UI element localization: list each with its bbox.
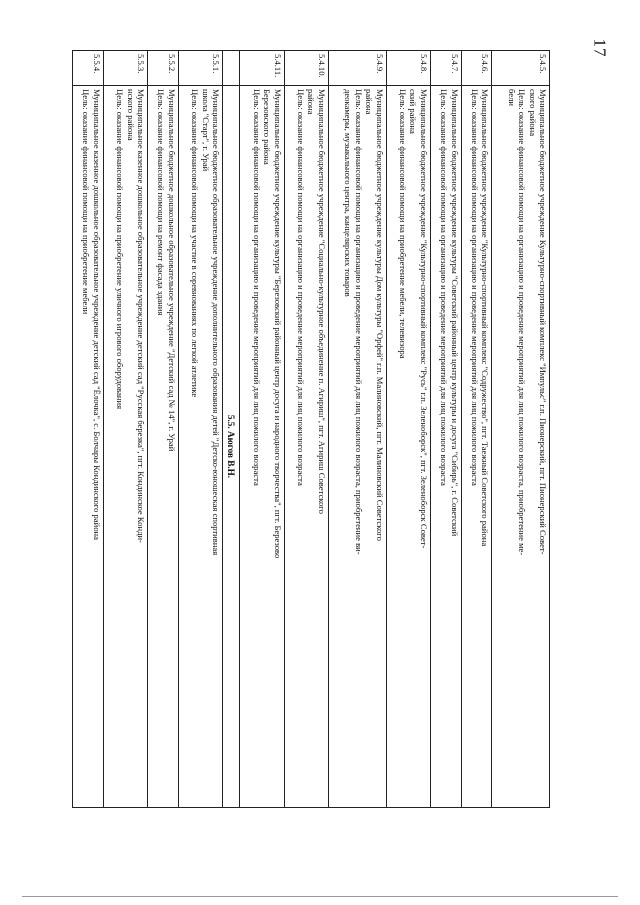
row-number: 5.4.8. bbox=[386, 51, 430, 86]
description-line: ский района bbox=[408, 89, 419, 134]
description-line: Цель: оказание финансовой помощи на организацию и проведение мероприятий для лиц пожилого возраста, приобретение ме- bbox=[517, 89, 528, 556]
table-row bbox=[73, 51, 104, 808]
page-bottom-rule bbox=[22, 896, 618, 897]
description-line: Муниципальное бюджетное учреждение "Культурно-спортивный комплекс "Содружество", пгт. Таежный Советского района bbox=[480, 89, 491, 547]
table-row bbox=[284, 51, 328, 808]
description-line: Цель: оказание финансовой помощи на приобретение мебели, телевизора bbox=[397, 89, 408, 359]
row-description bbox=[240, 86, 284, 808]
section-header-empty-cell bbox=[223, 51, 240, 86]
description-line: Муниципальное бюджетное учреждение "Социально-культурное объединение п. Агириш", пгт. Агириш Советского bbox=[316, 89, 327, 514]
table-row bbox=[386, 51, 430, 808]
table-row bbox=[461, 51, 492, 808]
description-line: деокамеры, музыкального центра, канцелярских товаров bbox=[343, 89, 354, 297]
row-description bbox=[328, 86, 386, 808]
description-line: Цель: оказание финансовой помощи на приобретение мебели bbox=[81, 89, 92, 315]
description-line: Березовского района bbox=[262, 89, 273, 165]
description-line: Муниципальное бюджетное учреждение культуры "Березовский районный центр досуга и народного творчества", пгт. Березово bbox=[272, 89, 283, 559]
table-body-section-5-4 bbox=[240, 51, 550, 808]
row-number: 5.4.11. bbox=[240, 51, 284, 86]
row-number: 5.5.3. bbox=[103, 51, 147, 86]
description-line: Муниципальное казенное дошкольное образовательное учреждение детский сад "Ёлочка", с. Болчары Кондинского района bbox=[91, 89, 102, 540]
description-line: Цель: оказание финансовой помощи на организацию и проведение мероприятий для лиц пожилого возраста bbox=[469, 89, 480, 486]
row-number: 5.4.6. bbox=[461, 51, 492, 86]
description-line: Цель: оказание финансовой помощи на организацию и проведение мероприятий для лиц пожилого возраста bbox=[439, 89, 450, 486]
description-line: Муниципальное бюджетное дошкольное образовательное учреждение "Детский сад № 14", г. Урай bbox=[166, 89, 177, 452]
table-row bbox=[103, 51, 147, 808]
table-row bbox=[328, 51, 386, 808]
table-row bbox=[148, 51, 179, 808]
description-line: района bbox=[364, 89, 375, 115]
description-line: Цель: оказание финансовой помощи на участие в соревнованиях по легкой атлетике bbox=[190, 89, 201, 398]
table-row bbox=[492, 51, 550, 808]
table-row bbox=[178, 51, 222, 808]
row-description bbox=[430, 86, 461, 808]
row-number: 5.4.7. bbox=[430, 51, 461, 86]
row-description bbox=[178, 86, 222, 808]
description-line: Цель: оказание финансовой помощи на организацию и проведение мероприятий для лиц пожилого возраста bbox=[296, 89, 307, 486]
grants-table bbox=[72, 50, 550, 808]
row-description bbox=[103, 86, 147, 808]
row-number: 5.5.4. bbox=[73, 51, 104, 86]
row-description bbox=[148, 86, 179, 808]
table-body-section-5-5 bbox=[73, 51, 223, 808]
row-description bbox=[73, 86, 104, 808]
row-number: 5.4.10. bbox=[284, 51, 328, 86]
row-description bbox=[461, 86, 492, 808]
description-line: Цель: оказание финансовой помощи на приобретение уличного игрового оборудования bbox=[115, 89, 126, 410]
description-line: Муниципальное бюджетное учреждение культуры "Советский районный центр культуры и досуга "Сибирь", г. Советский bbox=[449, 89, 460, 537]
row-number: 5.4.9. bbox=[328, 51, 386, 86]
table-body-section-header bbox=[223, 51, 240, 808]
description-line: Муниципальное казенное дошкольное образовательное учреждение детский сад "Русская березка", пгт. Кондинское Конди- bbox=[136, 89, 147, 543]
row-description bbox=[284, 86, 328, 808]
description-line: ского района bbox=[527, 89, 538, 137]
description-line: Цель: оказание финансовой помощи на ремонт фасада здания bbox=[156, 89, 167, 316]
description-line: Муниципальное бюджетное образовательное учреждение дополнительного образования детей "Детско-юношеская спортивная bbox=[211, 89, 222, 556]
description-line: Цель: оказание финансовой помощи на организацию и проведение мероприятий для лиц пожилого возраста bbox=[251, 89, 262, 486]
description-line: Муниципальное бюджетное учреждение "Культурно-спортивный комплекс "Русь" г.п. Зеленоборск", пгт. Зеленоборск Совет- bbox=[418, 89, 429, 549]
row-number: 5.4.5. bbox=[492, 51, 550, 86]
row-description bbox=[492, 86, 550, 808]
row-number: 5.5.1. bbox=[178, 51, 222, 86]
table-row bbox=[240, 51, 284, 808]
description-line: Цель: оказание финансовой помощи на организацию и проведение мероприятий для лиц пожилого возраста, приобретение ви- bbox=[353, 89, 364, 555]
description-line: бели bbox=[506, 89, 517, 106]
page-number: 17 bbox=[590, 38, 610, 58]
section-title: 5.5. Аюгов В.Н. bbox=[223, 86, 240, 808]
description-line: Муниципальное бюджетное учреждение культуры Дом культуры "Орфей" г.п. Малиновский, пгт. Малиновский Советского bbox=[374, 89, 385, 541]
description-line: Муниципальное бюджетное учреждение Культурно-спортивный комплекс "Импульс" г.п. Пионерский, пгт. Пионерский Совет- bbox=[538, 89, 548, 555]
description-line: школа "Старт", г. Урай bbox=[200, 89, 211, 172]
table-row bbox=[430, 51, 461, 808]
rotated-table-container bbox=[72, 50, 550, 808]
description-line: района bbox=[306, 89, 317, 115]
row-number: 5.5.2. bbox=[148, 51, 179, 86]
row-description bbox=[386, 86, 430, 808]
description-line: нского района bbox=[125, 89, 136, 141]
section-header-row bbox=[223, 51, 240, 808]
